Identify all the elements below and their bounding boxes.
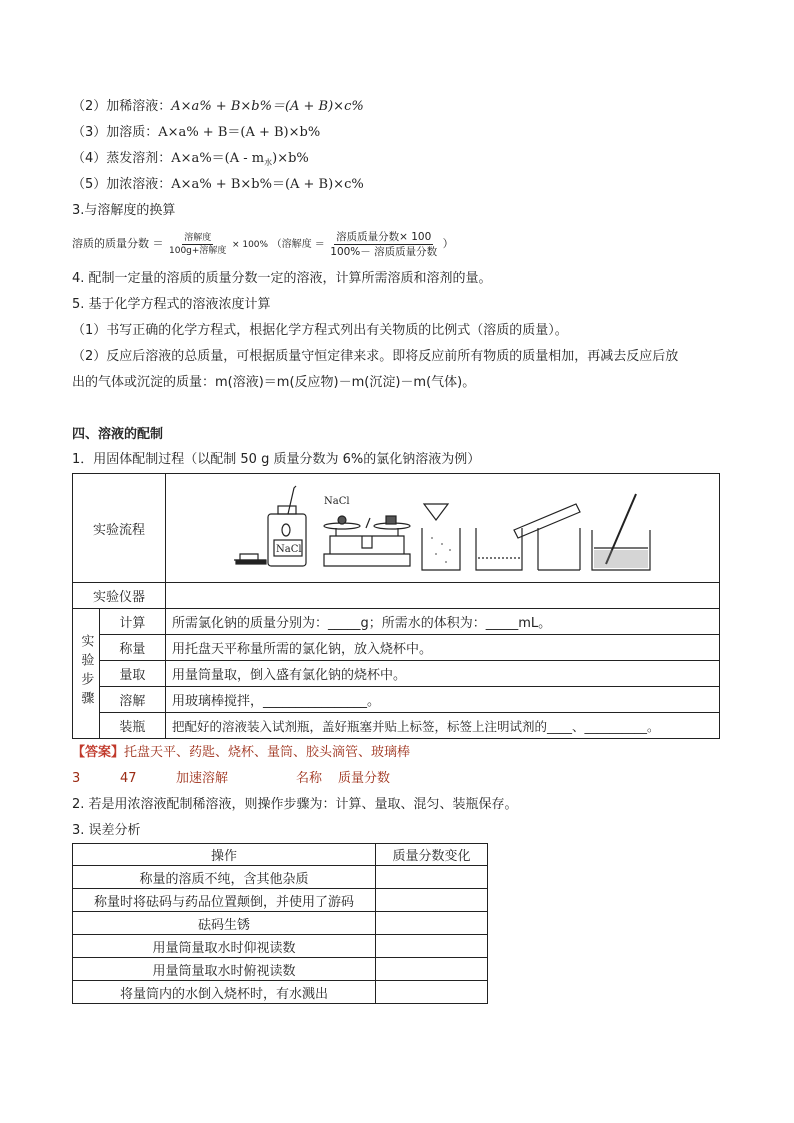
answer-line-2: 3 47 加速溶解 名称 质量分数 bbox=[72, 771, 391, 786]
error-row-change bbox=[376, 866, 488, 889]
instrument-cell bbox=[166, 583, 720, 609]
step-name-weigh: 称量 bbox=[99, 635, 165, 661]
error-row-op: 称量时将砝码与药品位置颠倒，并使用了游码 bbox=[73, 889, 376, 912]
error-row-op: 砝码生锈 bbox=[73, 912, 376, 935]
section3-title: 3.与溶解度的换算 bbox=[72, 203, 176, 218]
instrument-label: 实验仪器 bbox=[73, 583, 166, 609]
formula-dilute: （2）加稀溶液：A×a% + B×b%＝(A + B)×c% bbox=[72, 99, 364, 114]
error-table bbox=[72, 843, 488, 1004]
error-row-change bbox=[376, 981, 488, 1004]
prep-table bbox=[72, 473, 720, 739]
section5-title: 5. 基于化学方程式的溶液浓度计算 bbox=[72, 297, 271, 312]
subheading-error-analysis: 3. 误差分析 bbox=[72, 823, 141, 838]
step-name-measure: 量取 bbox=[99, 661, 165, 687]
error-row-change bbox=[376, 935, 488, 958]
formula-evaporate: （4）蒸发溶剂：$A\times a\%=(A - m_水)\times b\%$ bbox=[72, 151, 309, 167]
heading-solution-prep: 四、溶液的配制 bbox=[72, 427, 164, 442]
formula-concentrate: （5）加浓溶液：A×a% + B×b%＝(A + B)×c% bbox=[72, 177, 364, 192]
error-row-op: 用量筒量取水时俯视读数 bbox=[73, 958, 376, 981]
section5-p2: （2）反应后溶液的总质量，可根据质量守恒定律来求。即将反应前所有物质的质量相加，再减去反应后放 bbox=[72, 349, 679, 364]
error-row-op: 将量筒内的水倒入烧杯时，有水溅出 bbox=[73, 981, 376, 1004]
step-name-calc: 计算 bbox=[99, 609, 165, 635]
steps-group-label: 实验步骤 bbox=[73, 609, 100, 739]
graduated-cylinder-icon bbox=[514, 504, 580, 538]
section5-p1: （1）书写正确的化学方程式，根据化学方程式列出有关物质的比例式（溶质的质量）。 bbox=[72, 323, 568, 338]
error-row-change bbox=[376, 958, 488, 981]
section5-p3: 出的气体或沉淀的质量：m(溶液)＝m(反应物)－m(沉淀)－m(气体)。 bbox=[72, 375, 476, 390]
section4-text: 4. 配制一定量的溶质的质量分数一定的溶液，计算所需溶质和溶剂的量。 bbox=[72, 271, 492, 286]
answer-line-1: 【答案】托盘天平、药匙、烧杯、量筒、胶头滴管、玻璃棒 bbox=[72, 745, 411, 760]
step-name-bottle: 装瓶 bbox=[99, 713, 165, 739]
step-desc-measure: 用量筒量取，倒入盛有氯化钠的烧杯中。 bbox=[166, 661, 720, 687]
error-row-op: 用量筒量取水时仰视读数 bbox=[73, 935, 376, 958]
header-change: 质量分数变化 bbox=[376, 844, 488, 866]
solubility-formula: 溶质的质量分数 ＝ $\frac{\text{溶解度}}{\text{100g+溶解度}}$ × 100% （溶解度 ＝ $\frac{\text{溶质质量分数× 100}}{\text{100\%－ 溶质质量分数}}$ ） bbox=[72, 230, 454, 258]
step-desc-dissolve: 用玻璃棒搅拌，________________。 bbox=[166, 687, 720, 713]
lab-apparatus-illustration bbox=[166, 474, 718, 578]
header-operation: 操作 bbox=[73, 844, 376, 866]
error-row-op: 称量的溶质不纯，含其他杂质 bbox=[73, 866, 376, 889]
balance-icon bbox=[324, 554, 410, 566]
step-name-dissolve: 溶解 bbox=[99, 687, 165, 713]
fraction-mass-fraction: $\frac{\text{溶质质量分数× 100}}{\text{100\%－ 溶质质量分数}}$ bbox=[330, 230, 438, 258]
formula-add-solute: （3）加溶质：A×a% + B＝(A + B)×b% bbox=[72, 125, 321, 140]
nacl-balance-text: NaCl bbox=[324, 496, 350, 507]
funnel-icon bbox=[424, 504, 448, 520]
nacl-bottle-text: NaCl bbox=[276, 544, 302, 555]
step-desc-weigh: 用托盘天平称量所需的氯化钠，放入烧杯中。 bbox=[166, 635, 720, 661]
beaker-water-icon bbox=[476, 528, 522, 570]
subheading-dilution: 2. 若是用浓溶液配制稀溶液，则操作步骤为：计算、量取、混匀、装瓶保存。 bbox=[72, 797, 518, 812]
step-desc-bottle: 把配好的溶液装入试剂瓶，盖好瓶塞并贴上标签，标签上注明试剂的____、__________。 bbox=[166, 713, 720, 739]
error-row-change bbox=[376, 912, 488, 935]
beaker-icon bbox=[422, 528, 460, 570]
flow-label: 实验流程 bbox=[73, 474, 166, 583]
flow-illustration bbox=[166, 474, 720, 583]
subheading-solid-prep: 1．用固体配制过程（以配制 50 g 质量分数为 6%的氯化钠溶液为例） bbox=[72, 452, 481, 467]
step-desc-calc: 所需氯化钠的质量分别为：_____g；所需水的体积为：_____mL。 bbox=[166, 609, 720, 635]
error-row-change bbox=[376, 889, 488, 912]
fraction-solubility: $\frac{\text{溶解度}}{\text{100g+溶解度}}$ bbox=[169, 232, 227, 256]
